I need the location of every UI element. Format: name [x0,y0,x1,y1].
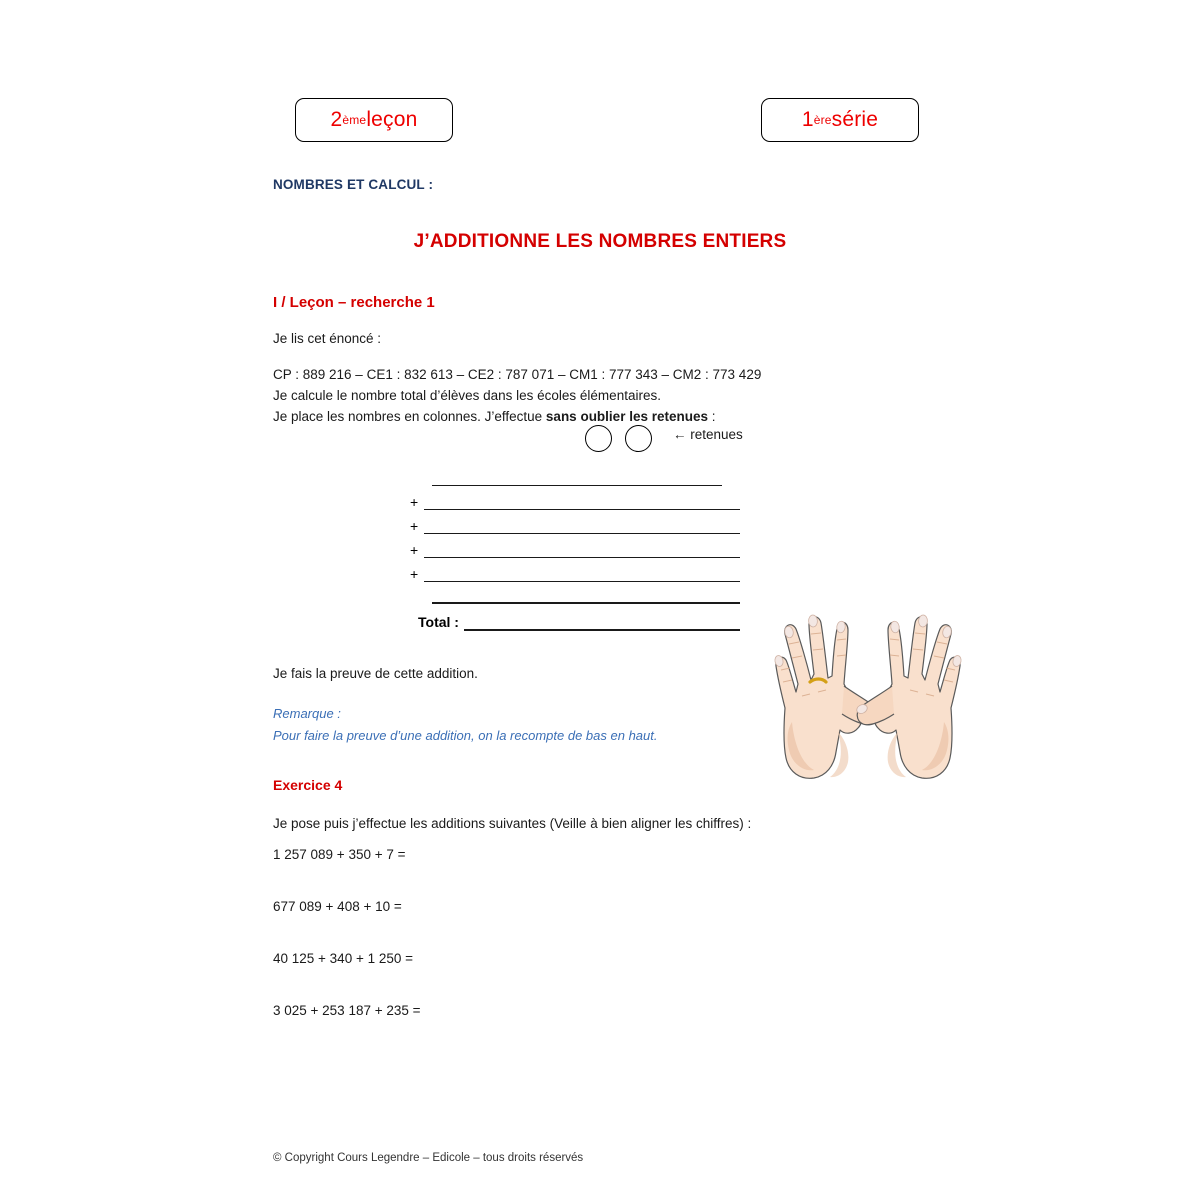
exercise-operation-1: 1 257 089 + 350 + 7 = [273,847,406,862]
left-hand [776,617,879,779]
remark-title: Remarque : [273,706,341,721]
addition-sum-divider-row [410,582,740,604]
addition-row-2 [410,486,740,510]
plus-sign-5: + [410,566,419,582]
plus-sign-2: + [410,494,419,510]
right-hand [857,617,960,779]
lesson-place-line [273,407,716,427]
exercise-section-heading: Exercice 4 [273,777,343,793]
lesson-data-line: CP : 889 216 – CE1 : 832 613 – CE2 : 787 071 – CM1 : 777 343 – CM2 : 773 429 [273,367,762,382]
series-number-tag: 1 ère série [761,98,919,142]
lesson-proof-line: Je fais la preuve de cette addition. [273,666,478,681]
total-row [418,614,740,631]
lesson-tag-number: 2 [330,108,343,131]
remark-body: Pour faire la preuve d’une addition, on la recompte de bas en haut. [273,728,658,743]
carry-arrow-label: ← retenues [673,427,743,442]
lesson-compute-line: Je calcule le nombre total d’élèves dans les écoles élémentaires. [273,388,661,403]
exercise-operation-2: 677 089 + 408 + 10 = [273,899,402,914]
carry-circle-1 [585,425,612,452]
place-line-prefix: Je place les nombres en colonnes. J’effectue [273,409,546,424]
plus-sign-3: + [410,518,419,534]
lesson-read-line: Je lis cet énoncé : [273,331,382,346]
sum-divider-rule [432,602,740,604]
exercise-operation-4: 3 025 + 253 187 + 235 = [273,1003,421,1018]
addition-row-3 [410,510,740,534]
total-answer-rule [464,629,740,631]
footer-copyright: © Copyright Cours Legendre – Edicole – tous droits réservés [273,1152,584,1164]
exercise-instruction: Je pose puis j’effectue les additions suivantes (Veille à bien aligner les chiffres) : [273,816,752,831]
addition-row-4 [410,534,740,558]
addition-row-1 [410,462,740,486]
hands-illustration-icon [752,604,984,794]
carry-circle-2 [625,425,652,452]
page-title: J’ADDITIONNE LES NOMBRES ENTIERS [413,231,787,252]
series-tag-word: série [831,108,879,131]
addition-row-5 [410,558,740,582]
exercise-operation-3: 40 125 + 340 + 1 250 = [273,951,414,966]
lesson-tag-word: leçon [366,108,418,131]
lesson-section-heading: I / Leçon – recherche 1 [273,294,435,311]
total-label: Total : [418,614,459,630]
addition-worksheet-area [410,462,740,604]
place-line-suffix: : [708,409,716,424]
lesson-number-tag: 2 ème leçon [295,98,453,142]
series-tag-number: 1 [801,108,814,131]
place-line-emphasis: sans oublier les retenues [545,409,708,424]
subject-label: NOMBRES ET CALCUL : [273,177,434,192]
plus-sign-4: + [410,542,419,558]
